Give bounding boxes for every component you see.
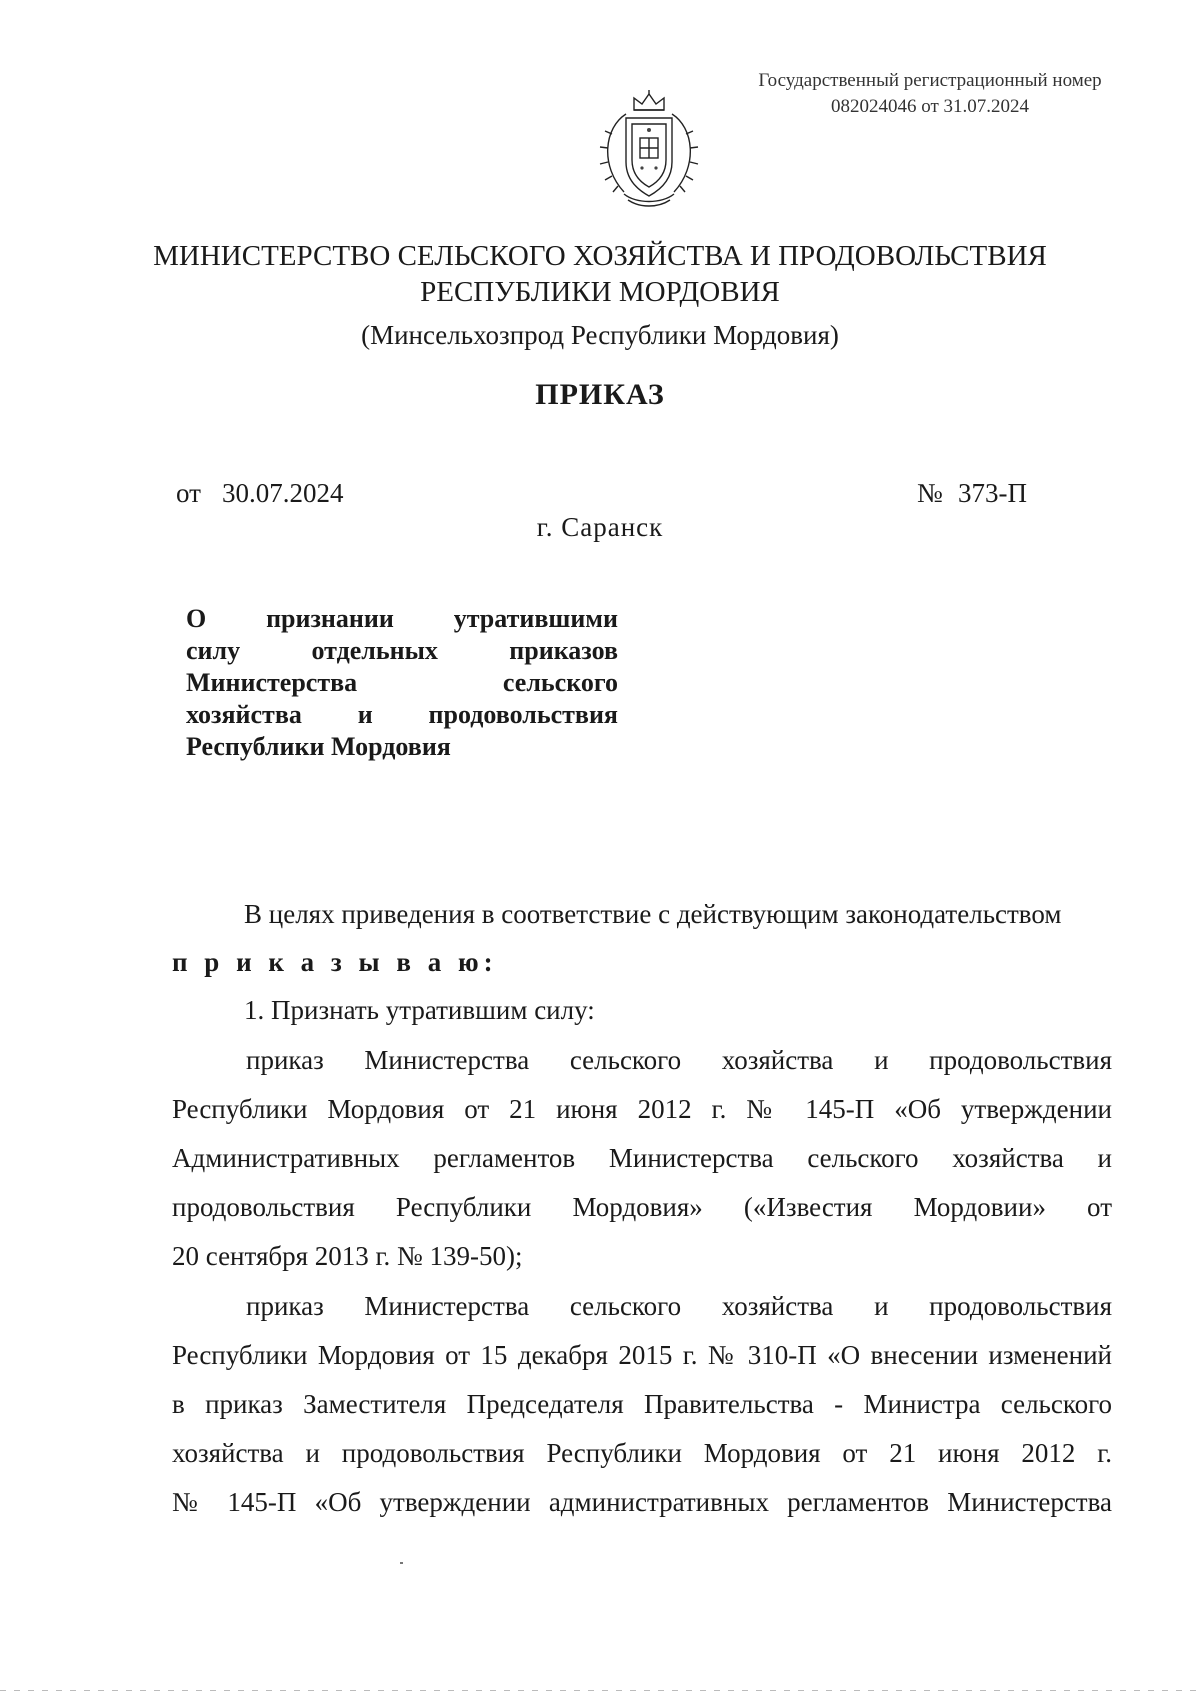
coat-of-arms-icon [590,88,708,210]
order-word: п р и к а з ы в а ю: [172,947,498,977]
paragraph-line: Административных регламентов Министерства сельского хозяйства и [172,1143,1112,1173]
registration-stamp [720,68,1140,120]
document-type: ПРИКАЗ [535,378,665,411]
subject-line: Министерства сельского [186,668,618,697]
repealed-order-paragraph-2 [172,1282,1112,1527]
document-city: г. Саранск [536,512,664,542]
document-number: 373-П [958,478,1027,508]
subject-line: О признании утратившими [186,604,618,633]
registration-number-label: Государственный регистрационный номер [758,70,1102,91]
ministry-short-name: (Минсельхозпрод Республики Мордовия) [361,320,839,350]
paragraph-line: продовольствия Республики Мордовия» («Известия Мордовии» от [172,1192,1112,1222]
paragraph-line: приказ Министерства сельского хозяйства и продовольствия [246,1291,1112,1321]
scan-edge-artifact [0,1690,1200,1691]
paragraph-line: хозяйства и продовольствия Республики Мордовия от 21 июня 2012 г. [172,1438,1112,1468]
registration-number-value: 082024046 от 31.07.2024 [830,96,1030,117]
scan-artifact [400,1562,403,1564]
subject-line: силу отдельных приказов [186,636,618,665]
ministry-name [120,238,1080,310]
paragraph-line: в приказ Заместителя Председателя Правительства - Министра сельского [172,1389,1112,1419]
document-subject [186,603,618,763]
subject-line: хозяйства и продовольствия [186,700,618,729]
paragraph-line: Республики Мордовия от 15 декабря 2015 г. № 310-П «О внесении изменений [172,1340,1112,1370]
subject-line: Республики Мордовия [186,732,451,761]
paragraph-line: № 145-П «Об утверждении административных регламентов Министерства [172,1487,1112,1517]
number-label: № [917,478,943,508]
intro-paragraph: В целях приведения в соответствие с действующим законодательством [244,899,1062,929]
document-date: 30.07.2024 [222,478,344,508]
date-label: от [176,478,201,508]
paragraph-line: Республики Мордовия от 21 июня 2012 г. № 145-П «Об утверждении [172,1094,1112,1124]
ministry-name-line1: МИНИСТЕРСТВО СЕЛЬСКОГО ХОЗЯЙСТВА И ПРОДОВОЛЬСТВИЯ [153,240,1047,272]
item-1-heading: 1. Признать утратившим силу: [244,995,595,1025]
paragraph-line: приказ Министерства сельского хозяйства и продовольствия [246,1045,1112,1075]
ministry-name-line2: РЕСПУБЛИКИ МОРДОВИЯ [420,276,780,308]
repealed-order-paragraph-1 [172,1036,1112,1281]
paragraph-line: 20 сентября 2013 г. № 139-50); [172,1241,523,1271]
